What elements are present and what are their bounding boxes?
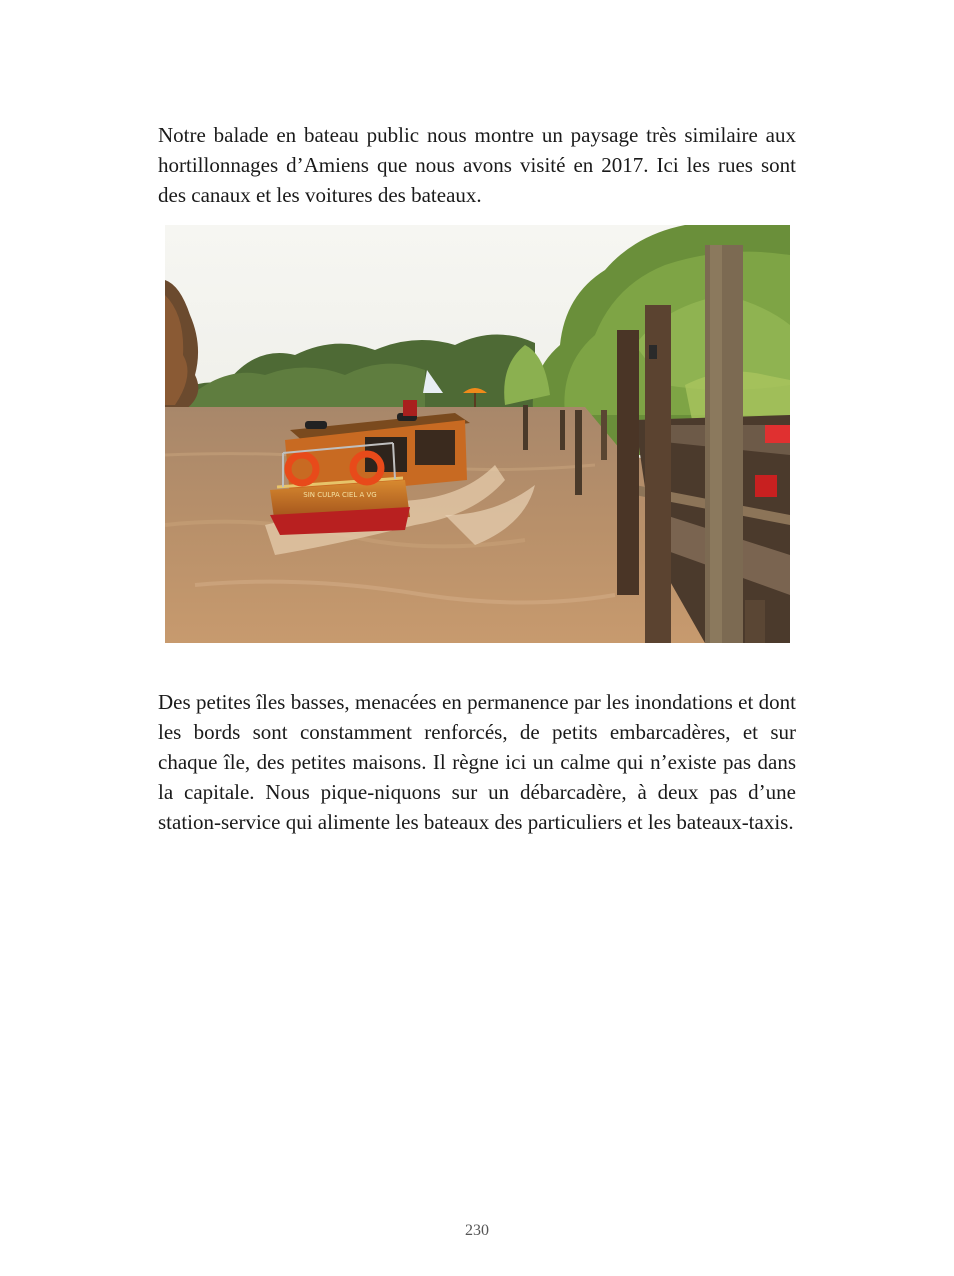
paragraph-islands: Des petites îles basses, menacées en permanence par les inondations et dont les bords sont constamment renforcés, de petits embarcadères, et sur chaque île, des petites maisons. Il règne ici un calme qui n’existe pas dans la capitale. Nous pique-niquons sur un débarcadère, à deux pas d’une station-service qui alimente les bateaux des particuliers et les bateaux-taxis. <box>158 690 796 834</box>
boat-name: SIN CULPA CIEL A VG <box>303 491 377 499</box>
photo-canal-boat <box>165 225 790 643</box>
page-number: 230 <box>465 1222 489 1239</box>
paragraph-intro: Notre balade en bateau public nous montre un paysage très similaire aux hortillonnages d’Amiens que nous avons visité en 2017. Ici les rues sont des canaux et les voitures des bateaux. <box>158 123 796 207</box>
